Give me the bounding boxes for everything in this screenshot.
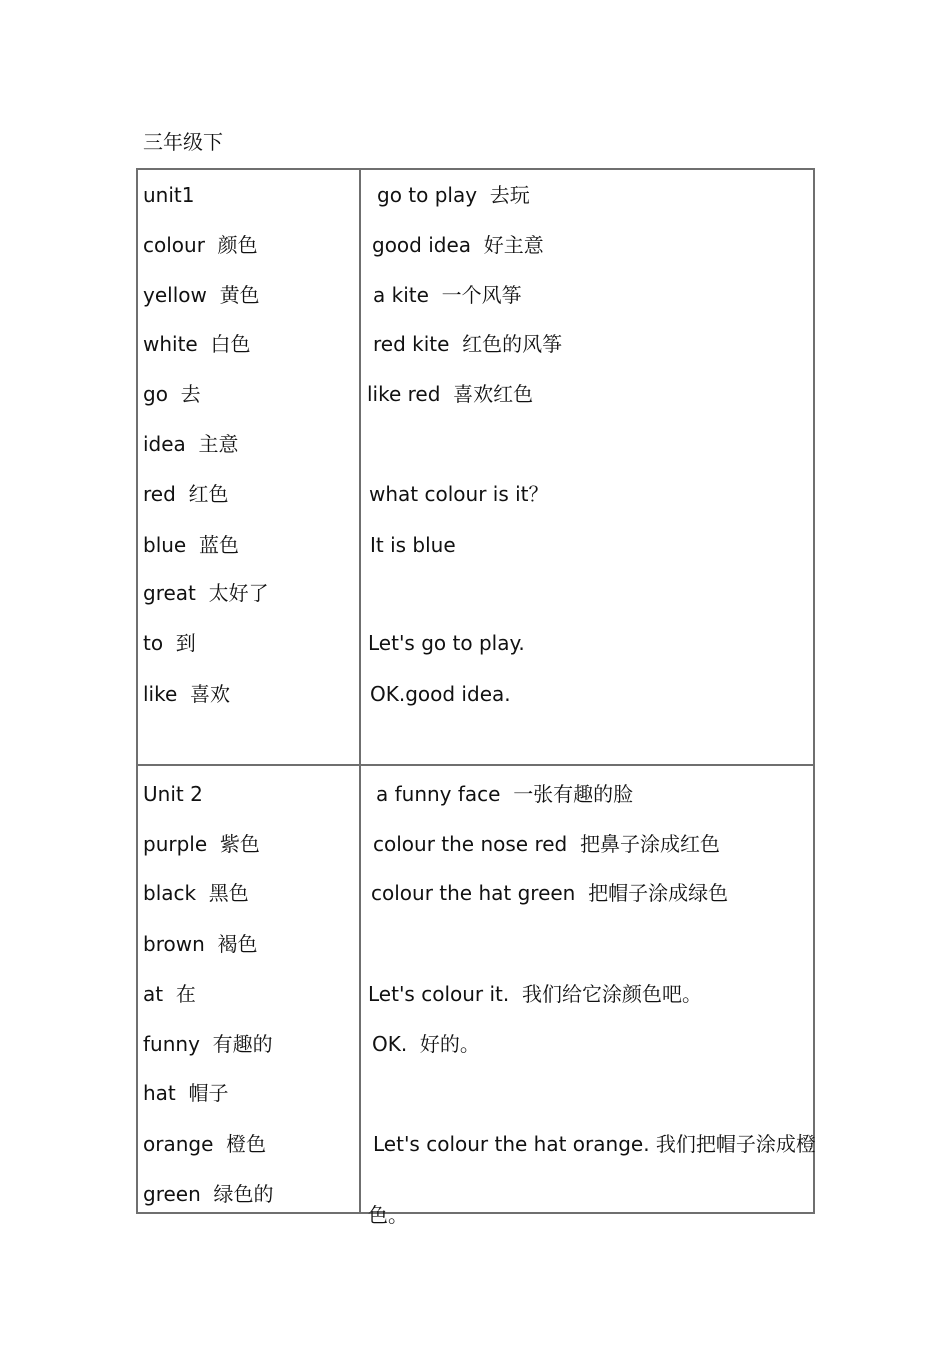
word-entry: red 红色 — [143, 482, 229, 506]
phrase-entry: OK.good idea. — [370, 682, 511, 706]
table-row-divider — [136, 764, 815, 766]
grade-title: 三年级下 — [143, 130, 223, 154]
phrase-entry: It is blue — [370, 533, 456, 557]
word-entry: hat 帽子 — [143, 1081, 229, 1105]
word-entry: white 白色 — [143, 332, 251, 356]
word-entry: like 喜欢 — [143, 682, 231, 706]
phrase-entry: red kite 红色的风筝 — [373, 332, 563, 356]
word-entry: purple 紫色 — [143, 832, 260, 856]
table-border-top — [136, 168, 815, 170]
phrase-entry: Let's go to play. — [368, 631, 525, 655]
phrase-entry: Let's colour it. 我们给它涂颜色吧。 — [368, 982, 702, 1006]
phrase-entry: good idea 好主意 — [372, 233, 544, 257]
table-column-divider — [359, 168, 361, 1214]
phrase-entry: colour the hat green 把帽子涂成绿色 — [371, 881, 729, 905]
word-entry: funny 有趣的 — [143, 1032, 273, 1056]
phrase-entry: colour the nose red 把鼻子涂成红色 — [373, 832, 720, 856]
word-entry: orange 橙色 — [143, 1132, 267, 1156]
word-entry: colour 颜色 — [143, 233, 258, 257]
word-entry: brown 褐色 — [143, 932, 258, 956]
phrase-entry: what colour is it？ — [369, 482, 549, 506]
word-entry: to 到 — [143, 631, 196, 655]
word-entry: great 太好了 — [143, 581, 269, 605]
phrase-entry: like red 喜欢红色 — [367, 382, 534, 406]
unit1-heading: unit1 — [143, 183, 195, 207]
phrase-entry: OK. 好的。 — [372, 1032, 480, 1056]
phrase-entry: a kite 一个风筝 — [373, 283, 522, 307]
table-border-bottom — [136, 1212, 815, 1214]
word-entry: blue 蓝色 — [143, 533, 239, 557]
phrase-entry-continued: 色。 — [368, 1203, 408, 1227]
word-entry: go 去 — [143, 382, 201, 406]
word-entry: black 黑色 — [143, 881, 249, 905]
word-entry: yellow 黄色 — [143, 283, 260, 307]
unit2-heading: Unit 2 — [143, 782, 203, 806]
table-border-left — [136, 168, 138, 1214]
phrase-entry: a funny face 一张有趣的脸 — [376, 782, 634, 806]
word-entry: green 绿色的 — [143, 1182, 274, 1206]
phrase-entry: Let's colour the hat orange. 我们把帽子涂成橙 — [373, 1132, 816, 1156]
word-entry: at 在 — [143, 982, 196, 1006]
table-border-right — [813, 168, 815, 1214]
word-entry: idea 主意 — [143, 432, 239, 456]
phrase-entry: go to play 去玩 — [377, 183, 530, 207]
